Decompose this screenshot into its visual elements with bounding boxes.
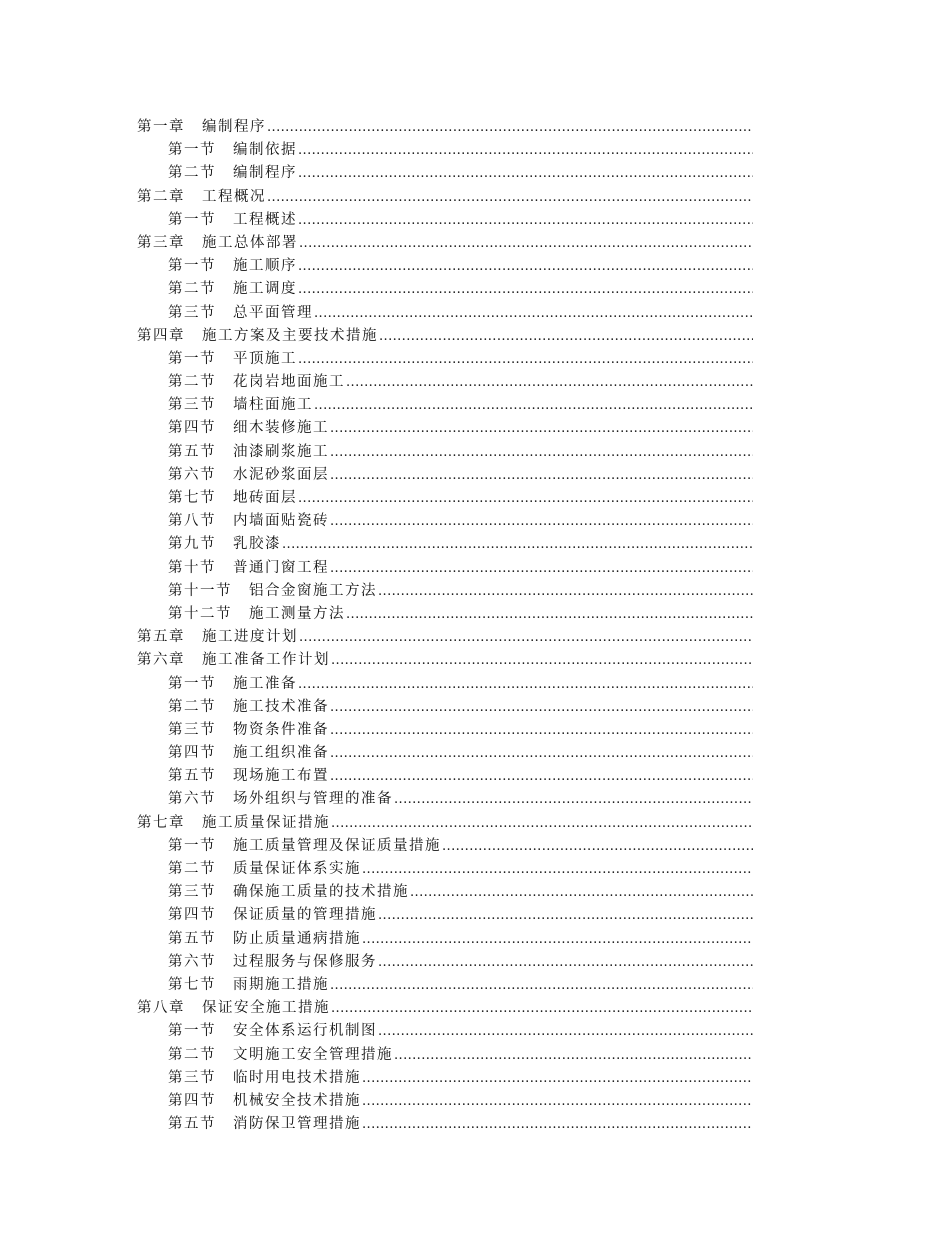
toc-entry-number: 第一节 xyxy=(168,837,216,854)
toc-chapter-entry[interactable] xyxy=(137,649,753,672)
toc-entry-number: 第十节 xyxy=(168,559,216,576)
toc-section-entry[interactable] xyxy=(137,719,753,742)
toc-entry-number: 第十一节 xyxy=(168,582,232,599)
toc-section-entry[interactable] xyxy=(137,441,753,464)
toc-dot-leader xyxy=(298,673,753,696)
toc-entry-title: 铝合金窗施工方法 xyxy=(249,582,377,599)
toc-entry-title: 施工组织准备 xyxy=(233,745,329,762)
toc-entry-title: 过程服务与保修服务 xyxy=(233,953,377,970)
toc-entry-title: 墙柱面施工 xyxy=(233,397,313,414)
toc-section-entry[interactable] xyxy=(137,1090,753,1113)
toc-entry-number: 第一章 xyxy=(137,119,185,135)
toc-entry-title: 施工调度 xyxy=(233,281,297,298)
toc-entry-title: 确保施工质量的技术措施 xyxy=(233,884,409,901)
toc-entry-number: 第二章 xyxy=(137,188,185,205)
toc-entry-title: 质量保证体系实施 xyxy=(233,861,361,877)
toc-section-entry[interactable] xyxy=(137,162,753,185)
toc-dot-leader xyxy=(378,951,753,974)
toc-section-entry[interactable] xyxy=(137,302,753,325)
toc-entry-number: 第二节 xyxy=(168,165,216,182)
toc-dot-leader xyxy=(330,557,753,580)
toc-section-entry[interactable] xyxy=(137,371,753,394)
toc-entry-title: 施工总体部署 xyxy=(202,234,298,251)
toc-entry-number: 第五节 xyxy=(168,1116,216,1133)
toc-section-entry[interactable] xyxy=(137,974,753,997)
toc-dot-leader xyxy=(314,302,753,325)
toc-entry-number: 第七节 xyxy=(168,976,216,993)
toc-entry-number: 第五节 xyxy=(168,930,216,947)
toc-entry-title: 物资条件准备 xyxy=(233,721,329,738)
toc-section-entry[interactable] xyxy=(137,603,753,626)
toc-dot-leader xyxy=(378,580,753,603)
toc-entry-number: 第一节 xyxy=(168,1023,216,1040)
toc-chapter-entry[interactable] xyxy=(137,812,753,835)
toc-entry-number: 第四节 xyxy=(168,745,216,762)
toc-entry-title: 施工测量方法 xyxy=(249,605,345,622)
toc-entry-number: 第一节 xyxy=(168,211,216,228)
toc-dot-leader xyxy=(331,812,753,835)
toc-dot-leader xyxy=(362,1067,753,1090)
toc-entry-title: 油漆刷浆施工 xyxy=(233,443,329,460)
toc-entry-number: 第三章 xyxy=(137,234,185,251)
toc-entry-number: 第五节 xyxy=(168,768,216,785)
toc-dot-leader xyxy=(330,742,753,765)
toc-chapter-entry[interactable] xyxy=(137,186,753,209)
toc-section-entry[interactable] xyxy=(137,1020,753,1043)
toc-entry-title: 工程概况 xyxy=(202,188,266,205)
toc-dot-leader xyxy=(298,139,753,162)
toc-section-entry[interactable] xyxy=(137,835,753,858)
toc-chapter-entry[interactable] xyxy=(137,232,753,255)
toc-section-entry[interactable] xyxy=(137,533,753,556)
toc-entry-title: 机械安全技术措施 xyxy=(233,1092,361,1109)
toc-dot-leader xyxy=(362,858,753,881)
toc-entry-title: 编制程序 xyxy=(233,165,297,182)
toc-entry-number: 第二节 xyxy=(168,1046,216,1063)
toc-entry-number: 第八节 xyxy=(168,513,216,530)
toc-dot-leader xyxy=(378,1020,753,1043)
toc-chapter-entry[interactable] xyxy=(137,626,753,649)
toc-section-entry[interactable] xyxy=(137,487,753,510)
toc-entry-number: 第七章 xyxy=(137,814,185,831)
toc-entry-number: 第二节 xyxy=(168,698,216,715)
toc-dot-leader xyxy=(346,603,753,626)
toc-section-entry[interactable] xyxy=(137,1113,753,1136)
toc-entry-number: 第十二节 xyxy=(168,605,232,622)
toc-section-entry[interactable] xyxy=(137,1067,753,1090)
toc-section-entry[interactable] xyxy=(137,742,753,765)
toc-dot-leader xyxy=(330,696,753,719)
toc-section-entry[interactable] xyxy=(137,1044,753,1067)
toc-dot-leader xyxy=(314,394,753,417)
toc-entry-number: 第一节 xyxy=(168,675,216,692)
toc-dot-leader xyxy=(410,881,753,904)
toc-entry-number: 第五节 xyxy=(168,443,216,460)
toc-entry-number: 第二节 xyxy=(168,374,216,391)
toc-dot-leader xyxy=(298,278,753,301)
toc-entry-number: 第五章 xyxy=(137,629,185,646)
toc-dot-leader xyxy=(267,116,753,139)
toc-entry-number: 第一节 xyxy=(168,142,216,159)
toc-dot-leader xyxy=(346,371,753,394)
toc-section-entry[interactable] xyxy=(137,951,753,974)
toc-entry-number: 第七节 xyxy=(168,490,216,506)
toc-entry-number: 第八章 xyxy=(137,1000,185,1017)
toc-section-entry[interactable] xyxy=(137,209,753,232)
toc-entry-number: 第一节 xyxy=(168,350,216,367)
toc-entry-title: 工程概述 xyxy=(233,211,297,228)
toc-section-entry[interactable] xyxy=(137,464,753,487)
toc-entry-number: 第二节 xyxy=(168,861,216,877)
toc-entry-title: 乳胶漆 xyxy=(233,536,281,553)
toc-section-entry[interactable] xyxy=(137,673,753,696)
toc-entry-title: 水泥砂浆面层 xyxy=(233,466,329,483)
toc-entry-number: 第三节 xyxy=(168,397,216,414)
toc-entry-number: 第六节 xyxy=(168,466,216,483)
toc-entry-number: 第四节 xyxy=(168,1092,216,1109)
toc-dot-leader xyxy=(330,441,753,464)
toc-entry-number: 第四节 xyxy=(168,420,216,437)
toc-dot-leader xyxy=(299,626,753,649)
toc-chapter-entry[interactable] xyxy=(137,997,753,1020)
toc-dot-leader xyxy=(330,417,753,440)
toc-dot-leader xyxy=(378,904,753,927)
toc-dot-leader xyxy=(394,1044,753,1067)
toc-section-entry[interactable] xyxy=(137,557,753,580)
toc-entry-title: 消防保卫管理措施 xyxy=(233,1116,361,1133)
toc-section-entry[interactable] xyxy=(137,510,753,533)
toc-entry-title: 施工准备 xyxy=(233,675,297,692)
toc-dot-leader xyxy=(299,232,753,255)
toc-entry-title: 施工准备工作计划 xyxy=(202,652,330,669)
toc-dot-leader xyxy=(298,162,753,185)
toc-section-entry[interactable] xyxy=(137,858,753,881)
toc-entry-title: 内墙面贴瓷砖 xyxy=(233,513,329,530)
toc-dot-leader xyxy=(330,510,753,533)
toc-dot-leader xyxy=(298,255,753,278)
toc-dot-leader xyxy=(298,209,753,232)
toc-entry-title: 现场施工布置 xyxy=(233,768,329,785)
toc-dot-leader xyxy=(442,835,753,858)
toc-section-entry[interactable] xyxy=(137,417,753,440)
toc-entry-title: 保证安全施工措施 xyxy=(202,1000,330,1017)
toc-chapter-entry[interactable] xyxy=(137,325,753,348)
toc-entry-title: 普通门窗工程 xyxy=(233,559,329,576)
toc-section-entry[interactable] xyxy=(137,765,753,788)
toc-entry-number: 第三节 xyxy=(168,884,216,901)
toc-entry-number: 第四章 xyxy=(137,327,185,344)
toc-section-entry[interactable] xyxy=(137,788,753,811)
toc-dot-leader xyxy=(330,765,753,788)
toc-dot-leader xyxy=(282,533,753,556)
toc-entry-title: 施工技术准备 xyxy=(233,698,329,715)
table-of-contents xyxy=(137,116,753,1136)
toc-entry-title: 防止质量通病措施 xyxy=(233,930,361,947)
toc-entry-title: 施工顺序 xyxy=(233,258,297,275)
toc-entry-title: 施工进度计划 xyxy=(202,629,298,646)
toc-entry-title: 施工方案及主要技术措施 xyxy=(202,327,378,344)
toc-entry-title: 临时用电技术措施 xyxy=(233,1069,361,1086)
toc-chapter-entry[interactable] xyxy=(137,116,753,139)
toc-entry-title: 施工质量保证措施 xyxy=(202,814,330,831)
toc-entry-title: 总平面管理 xyxy=(233,304,313,321)
toc-section-entry[interactable] xyxy=(137,580,753,603)
toc-entry-number: 第四节 xyxy=(168,907,216,924)
toc-entry-title: 施工质量管理及保证质量措施 xyxy=(233,837,441,854)
toc-dot-leader xyxy=(330,719,753,742)
toc-entry-title: 地砖面层 xyxy=(233,490,297,506)
toc-section-entry[interactable] xyxy=(137,696,753,719)
toc-entry-number: 第六节 xyxy=(168,791,216,808)
toc-dot-leader xyxy=(298,348,753,371)
toc-section-entry[interactable] xyxy=(137,928,753,951)
toc-section-entry[interactable] xyxy=(137,139,753,162)
toc-dot-leader xyxy=(362,1113,753,1136)
toc-section-entry[interactable] xyxy=(137,278,753,301)
toc-dot-leader xyxy=(331,649,753,672)
toc-dot-leader xyxy=(331,997,753,1020)
toc-entry-number: 第一节 xyxy=(168,258,216,275)
toc-section-entry[interactable] xyxy=(137,348,753,371)
toc-dot-leader xyxy=(394,788,753,811)
toc-entry-number: 第九节 xyxy=(168,536,216,553)
toc-section-entry[interactable] xyxy=(137,904,753,927)
toc-entry-title: 细木装修施工 xyxy=(233,420,329,437)
toc-entry-number: 第六章 xyxy=(137,652,185,669)
toc-entry-title: 编制程序 xyxy=(202,119,266,135)
toc-dot-leader xyxy=(362,1090,753,1113)
toc-dot-leader xyxy=(267,186,753,209)
toc-dot-leader xyxy=(298,487,753,510)
toc-entry-number: 第三节 xyxy=(168,721,216,738)
toc-entry-title: 保证质量的管理措施 xyxy=(233,907,377,924)
toc-entry-number: 第六节 xyxy=(168,953,216,970)
toc-section-entry[interactable] xyxy=(137,255,753,278)
toc-section-entry[interactable] xyxy=(137,394,753,417)
toc-dot-leader xyxy=(330,974,753,997)
toc-entry-title: 文明施工安全管理措施 xyxy=(233,1046,393,1063)
toc-dot-leader xyxy=(362,928,753,951)
toc-entry-title: 安全体系运行机制图 xyxy=(233,1023,377,1040)
toc-entry-title: 雨期施工措施 xyxy=(233,976,329,993)
toc-entry-title: 平顶施工 xyxy=(233,350,297,367)
toc-section-entry[interactable] xyxy=(137,881,753,904)
toc-entry-number: 第二节 xyxy=(168,281,216,298)
toc-dot-leader xyxy=(379,325,753,348)
toc-entry-title: 场外组织与管理的准备 xyxy=(233,791,393,808)
toc-entry-number: 第三节 xyxy=(168,1069,216,1086)
toc-entry-title: 花岗岩地面施工 xyxy=(233,374,345,391)
toc-dot-leader xyxy=(330,464,753,487)
toc-entry-number: 第三节 xyxy=(168,304,216,321)
toc-entry-title: 编制依据 xyxy=(233,142,297,159)
